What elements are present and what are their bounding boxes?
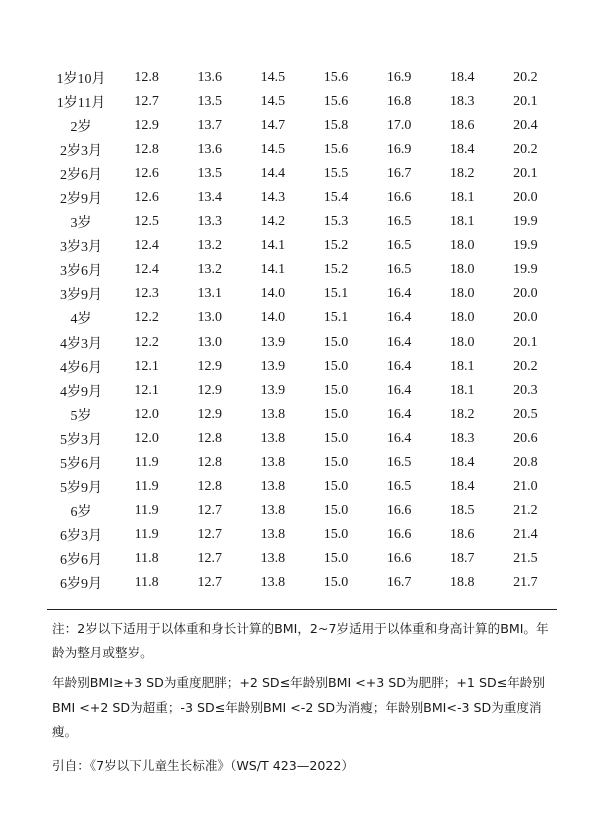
bmi-value-cell: 18.4 xyxy=(449,454,475,470)
bmi-value-cell: 18.6 xyxy=(449,118,475,134)
bmi-value-cell: 13.8 xyxy=(260,430,286,446)
note-classification: 年龄别BMI≥+3 SD为重度肥胖；+2 SD≤年龄别BMI <+3 SD为肥胖；+1 SD≤年龄别BMI <+2 SD为超重；-3 SD≤年龄别BMI <-2 SD为消瘦；年龄别BMI<-3 SD为重度消瘦。 xyxy=(52,675,545,739)
bmi-value-cell: 21.2 xyxy=(513,502,538,518)
bmi-value-cell: 13.9 xyxy=(260,382,286,398)
bmi-value-cell: 16.5 xyxy=(386,478,412,494)
bmi-value-cell: 15.0 xyxy=(323,550,349,566)
bmi-value-cell: 18.5 xyxy=(449,502,475,518)
bmi-value-cell: 12.7 xyxy=(197,502,222,518)
bmi-value-cell: 18.1 xyxy=(449,382,475,398)
age-cell: 5岁6月 xyxy=(60,456,103,472)
age-cell: 3岁 xyxy=(70,216,92,232)
bmi-value-cell: 13.3 xyxy=(197,214,222,230)
age-cell: 6岁3月 xyxy=(60,528,103,544)
bmi-value-cell: 14.0 xyxy=(260,310,286,326)
bmi-value-cell: 13.8 xyxy=(260,550,286,566)
bmi-table-body xyxy=(47,66,557,595)
table-row xyxy=(47,499,557,523)
bmi-value-cell: 11.8 xyxy=(134,575,159,590)
bmi-value-cell: 15.1 xyxy=(323,310,349,326)
bmi-value-cell: 14.5 xyxy=(260,94,286,110)
bmi-value-cell: 11.9 xyxy=(134,454,159,470)
bmi-value-cell: 16.4 xyxy=(386,430,412,446)
bmi-value-cell: 16.8 xyxy=(386,94,412,110)
bmi-value-cell: 16.5 xyxy=(386,262,412,278)
age-cell: 6岁6月 xyxy=(60,552,103,568)
age-cell: 6岁9月 xyxy=(60,577,103,592)
table-row xyxy=(47,523,557,547)
bmi-value-cell: 16.6 xyxy=(386,190,412,206)
note-applicability: 注：2岁以下适用于以体重和身长计算的BMI，2~7岁适用于以体重和身高计算的BMI。年龄为整月或整岁。 xyxy=(52,621,549,661)
bmi-value-cell: 18.0 xyxy=(449,310,475,326)
bmi-value-cell: 12.8 xyxy=(197,454,222,470)
bmi-value-cell: 20.2 xyxy=(513,70,538,86)
bmi-value-cell: 13.9 xyxy=(260,334,286,350)
bmi-value-cell: 20.4 xyxy=(513,118,538,134)
bmi-value-cell: 18.6 xyxy=(449,526,475,542)
bmi-value-cell: 12.8 xyxy=(134,70,159,86)
bmi-value-cell: 16.7 xyxy=(386,166,412,182)
bmi-value-cell: 19.9 xyxy=(513,238,538,254)
bmi-value-cell: 20.1 xyxy=(513,94,538,110)
age-cell: 6岁 xyxy=(70,504,92,520)
age-cell: 2岁3月 xyxy=(60,144,103,160)
bmi-value-cell: 16.4 xyxy=(386,406,412,422)
bmi-value-cell: 14.3 xyxy=(260,190,286,206)
bmi-value-cell: 12.2 xyxy=(134,310,159,326)
bmi-value-cell: 15.0 xyxy=(323,382,349,398)
bmi-value-cell: 16.6 xyxy=(386,526,412,542)
bmi-value-cell: 15.6 xyxy=(323,94,349,110)
bmi-value-cell: 16.5 xyxy=(386,454,412,470)
bmi-value-cell: 20.0 xyxy=(513,286,538,302)
bmi-value-cell: 20.0 xyxy=(513,190,538,206)
age-cell: 4岁6月 xyxy=(60,360,103,376)
bmi-value-cell: 13.0 xyxy=(197,310,222,326)
notes-section xyxy=(52,617,554,778)
bmi-value-cell: 13.7 xyxy=(197,118,222,134)
bmi-value-cell: 16.4 xyxy=(386,310,412,326)
bmi-value-cell: 13.8 xyxy=(260,526,286,542)
bmi-value-cell: 15.1 xyxy=(323,286,349,302)
bmi-value-cell: 12.1 xyxy=(134,358,159,374)
bmi-value-cell: 13.8 xyxy=(260,478,286,494)
bmi-value-cell: 19.9 xyxy=(513,214,538,230)
bmi-value-cell: 13.6 xyxy=(197,142,222,158)
bmi-table xyxy=(47,66,557,595)
bmi-value-cell: 20.0 xyxy=(513,310,538,326)
bmi-value-cell: 12.3 xyxy=(134,286,159,302)
age-cell: 3岁6月 xyxy=(60,264,103,280)
bmi-value-cell: 16.7 xyxy=(386,575,412,590)
bmi-value-cell: 18.3 xyxy=(449,94,475,110)
age-cell: 5岁3月 xyxy=(60,432,103,448)
bmi-value-cell: 20.6 xyxy=(513,430,538,446)
bmi-value-cell: 20.5 xyxy=(513,406,538,422)
bmi-value-cell: 18.4 xyxy=(449,70,475,86)
bmi-value-cell: 20.1 xyxy=(513,334,538,350)
table-row xyxy=(47,306,557,330)
bmi-value-cell: 11.9 xyxy=(134,526,159,542)
bmi-value-cell: 18.0 xyxy=(449,286,475,302)
bmi-value-cell: 13.2 xyxy=(197,262,222,278)
bmi-value-cell: 12.2 xyxy=(134,334,159,350)
bmi-value-cell: 21.4 xyxy=(513,526,538,542)
bmi-value-cell: 16.9 xyxy=(386,142,412,158)
age-cell: 4岁3月 xyxy=(60,336,103,352)
table-row xyxy=(47,427,557,451)
bmi-value-cell: 16.4 xyxy=(386,382,412,398)
bmi-value-cell: 12.0 xyxy=(134,406,159,422)
age-cell: 3岁3月 xyxy=(60,240,103,256)
bmi-value-cell: 12.5 xyxy=(134,214,159,230)
bmi-value-cell: 12.8 xyxy=(197,430,222,446)
bmi-value-cell: 15.6 xyxy=(323,142,349,158)
bmi-value-cell: 16.4 xyxy=(386,286,412,302)
bmi-value-cell: 13.2 xyxy=(197,238,222,254)
age-cell: 2岁6月 xyxy=(60,168,103,184)
bmi-value-cell: 20.2 xyxy=(513,142,538,158)
bmi-value-cell: 13.5 xyxy=(197,166,222,182)
age-cell: 5岁 xyxy=(70,408,92,424)
bmi-value-cell: 18.2 xyxy=(449,166,475,182)
bmi-value-cell: 14.7 xyxy=(260,118,286,134)
bmi-value-cell: 12.4 xyxy=(134,262,159,278)
age-cell: 1岁11月 xyxy=(56,96,106,112)
bmi-value-cell: 12.6 xyxy=(134,190,159,206)
table-row xyxy=(47,186,557,210)
age-cell: 2岁9月 xyxy=(60,192,103,208)
bmi-value-cell: 15.0 xyxy=(323,478,349,494)
table-row xyxy=(47,403,557,427)
bmi-value-cell: 14.5 xyxy=(260,142,286,158)
bmi-value-cell: 19.9 xyxy=(513,262,538,278)
bmi-value-cell: 14.0 xyxy=(260,286,286,302)
bmi-value-cell: 18.0 xyxy=(449,334,475,350)
age-cell: 2岁 xyxy=(70,120,92,136)
bmi-value-cell: 18.1 xyxy=(449,190,475,206)
bmi-value-cell: 18.3 xyxy=(449,430,475,446)
bmi-value-cell: 16.4 xyxy=(386,334,412,350)
table-row xyxy=(47,162,557,186)
bmi-value-cell: 18.8 xyxy=(449,575,475,590)
bmi-value-cell: 14.4 xyxy=(260,166,286,182)
bmi-value-cell: 15.4 xyxy=(323,190,349,206)
bmi-value-cell: 15.2 xyxy=(323,238,349,254)
bmi-value-cell: 12.9 xyxy=(197,406,222,422)
bmi-value-cell: 12.6 xyxy=(134,166,159,182)
table-row xyxy=(47,451,557,475)
bmi-value-cell: 14.5 xyxy=(260,70,286,86)
age-cell: 5岁9月 xyxy=(60,480,103,496)
table-row xyxy=(47,379,557,403)
bmi-value-cell: 18.2 xyxy=(449,406,475,422)
table-row xyxy=(47,282,557,306)
bmi-value-cell: 13.9 xyxy=(260,358,286,374)
bmi-value-cell: 16.9 xyxy=(386,70,412,86)
bmi-value-cell: 13.8 xyxy=(260,575,286,590)
bmi-value-cell: 15.0 xyxy=(323,334,349,350)
table-row xyxy=(47,138,557,162)
age-cell: 1岁10月 xyxy=(56,72,106,88)
bmi-value-cell: 15.3 xyxy=(323,214,349,230)
table-bottom-rule xyxy=(47,609,557,610)
bmi-value-cell: 12.1 xyxy=(134,382,159,398)
bmi-value-cell: 16.6 xyxy=(386,502,412,518)
bmi-value-cell: 20.1 xyxy=(513,166,538,182)
bmi-value-cell: 18.0 xyxy=(449,262,475,278)
age-cell: 4岁9月 xyxy=(60,384,103,400)
bmi-value-cell: 15.0 xyxy=(323,575,349,590)
bmi-value-cell: 13.0 xyxy=(197,334,222,350)
bmi-value-cell: 14.2 xyxy=(260,214,286,230)
bmi-value-cell: 21.0 xyxy=(513,478,538,494)
bmi-value-cell: 11.9 xyxy=(134,502,159,518)
bmi-value-cell: 13.5 xyxy=(197,94,222,110)
bmi-value-cell: 15.0 xyxy=(323,430,349,446)
bmi-value-cell: 13.1 xyxy=(197,286,222,302)
bmi-value-cell: 16.5 xyxy=(386,214,412,230)
bmi-value-cell: 18.4 xyxy=(449,478,475,494)
bmi-value-cell: 15.8 xyxy=(323,118,349,134)
bmi-value-cell: 15.0 xyxy=(323,526,349,542)
bmi-value-cell: 15.0 xyxy=(323,358,349,374)
source-citation: 引自：《7岁以下儿童生长标准》（WS/T 423—2022） xyxy=(52,758,354,774)
bmi-value-cell: 16.6 xyxy=(386,550,412,566)
bmi-value-cell: 12.8 xyxy=(134,142,159,158)
age-cell: 3岁9月 xyxy=(60,288,103,304)
bmi-value-cell: 12.0 xyxy=(134,430,159,446)
bmi-value-cell: 20.2 xyxy=(513,358,538,374)
table-row xyxy=(47,90,557,114)
bmi-value-cell: 11.8 xyxy=(134,550,159,566)
bmi-value-cell: 12.9 xyxy=(134,118,159,134)
table-row xyxy=(47,547,557,571)
table-row xyxy=(47,210,557,234)
bmi-value-cell: 12.8 xyxy=(197,478,222,494)
table-row xyxy=(47,66,557,90)
bmi-value-cell: 13.8 xyxy=(260,406,286,422)
bmi-value-cell: 15.0 xyxy=(323,502,349,518)
bmi-value-cell: 14.1 xyxy=(260,238,286,254)
bmi-value-cell: 13.6 xyxy=(197,70,222,86)
table-row xyxy=(47,331,557,355)
bmi-value-cell: 15.5 xyxy=(323,166,349,182)
bmi-value-cell: 15.2 xyxy=(323,262,349,278)
bmi-value-cell: 18.1 xyxy=(449,214,475,230)
bmi-value-cell: 18.7 xyxy=(449,550,475,566)
age-cell: 4岁 xyxy=(70,312,92,328)
bmi-value-cell: 15.0 xyxy=(323,454,349,470)
table-row xyxy=(47,475,557,499)
bmi-value-cell: 16.5 xyxy=(386,238,412,254)
bmi-value-cell: 12.7 xyxy=(197,526,222,542)
bmi-value-cell: 16.4 xyxy=(386,358,412,374)
bmi-value-cell: 15.0 xyxy=(323,406,349,422)
bmi-value-cell: 20.3 xyxy=(513,382,538,398)
bmi-value-cell: 12.7 xyxy=(134,94,159,110)
bmi-value-cell: 13.4 xyxy=(197,190,222,206)
bmi-value-cell: 12.9 xyxy=(197,358,222,374)
bmi-value-cell: 12.7 xyxy=(197,575,222,590)
table-row xyxy=(47,234,557,258)
bmi-value-cell: 21.5 xyxy=(513,550,538,566)
bmi-value-cell: 20.8 xyxy=(513,454,538,470)
bmi-value-cell: 12.4 xyxy=(134,238,159,254)
bmi-value-cell: 17.0 xyxy=(386,118,412,134)
bmi-value-cell: 14.1 xyxy=(260,262,286,278)
bmi-value-cell: 13.8 xyxy=(260,502,286,518)
bmi-value-cell: 13.8 xyxy=(260,454,286,470)
bmi-value-cell: 12.7 xyxy=(197,550,222,566)
bmi-value-cell: 18.0 xyxy=(449,238,475,254)
bmi-value-cell: 12.9 xyxy=(197,382,222,398)
bmi-value-cell: 15.6 xyxy=(323,70,349,86)
table-row xyxy=(47,571,557,595)
table-row xyxy=(47,355,557,379)
table-row xyxy=(47,258,557,282)
table-row xyxy=(47,114,557,138)
bmi-value-cell: 18.4 xyxy=(449,142,475,158)
bmi-value-cell: 11.9 xyxy=(134,478,159,494)
bmi-value-cell: 21.7 xyxy=(513,575,538,590)
bmi-value-cell: 18.1 xyxy=(449,358,475,374)
